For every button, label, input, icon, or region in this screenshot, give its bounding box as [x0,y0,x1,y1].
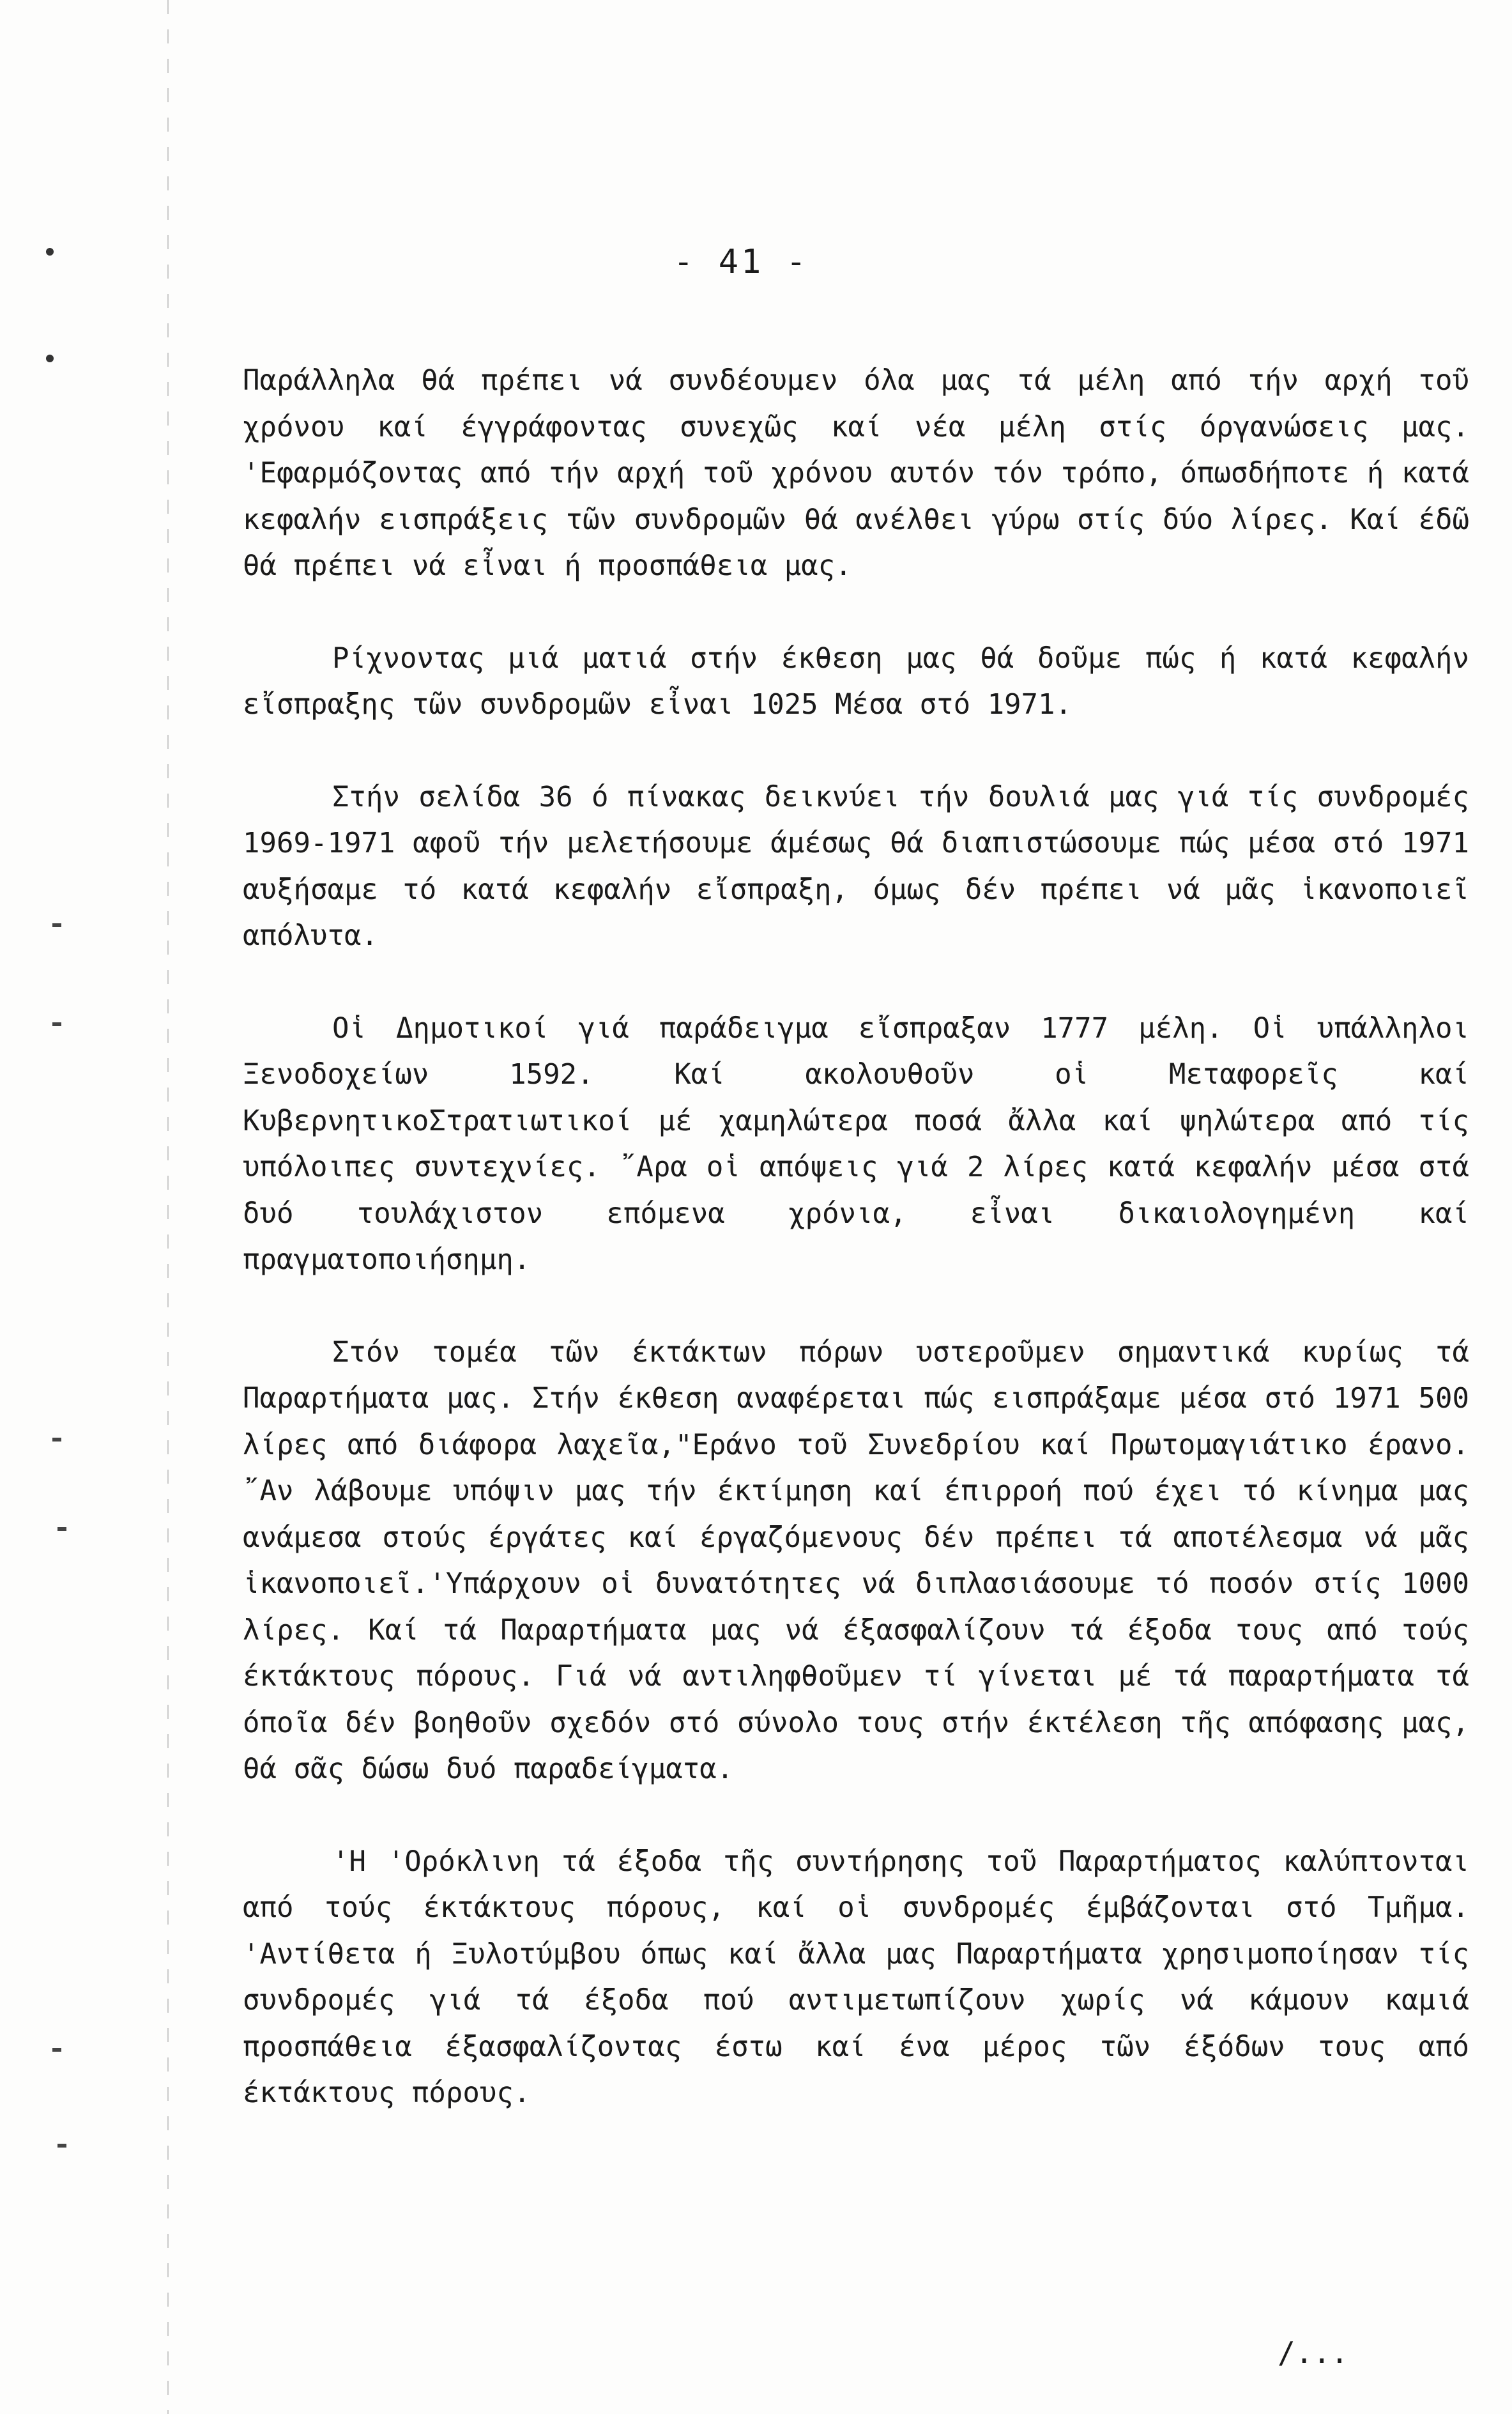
scan-margin-line [167,0,169,2414]
scan-speck [52,923,61,927]
scan-speck [52,2048,61,2052]
paragraph: Ρίχνοντας μιά ματιά στήν έκθεση μας θά δοῦμε πώς ή κατά κεφαλήν εἴσπραξης τῶν συνδρομῶν εἶναι 1025 Μέσα στό 1971. [243,642,1469,721]
scan-speck [46,248,54,256]
paragraph: Παράλληλα θά πρέπει νά συνδέουμεν όλα μας τά μέλη από τήν αρχή τοῦ χρόνου καί έγγράφοντας συνεχῶς καί νέα μέλη στίς όργανώσεις μας. 'Εφαρμόζοντας από τήν αρχή τοῦ χρόνου αυτόν τόν τρόπο, όπωσδήποτε ή κατά κεφαλήν εισπράξεις τῶν συνδρομῶν θά ανέλθει γύρω στίς δύο λίρες. Καί έδῶ θά πρέπει νά εἶναι ή προσπάθεια μας. [243,364,1469,582]
continuation-mark: /... [1278,2335,1348,2370]
scan-speck [46,355,54,362]
scan-speck [52,1022,61,1026]
paragraph: Στήν σελίδα 36 ό πίνακας δεικνύει τήν δουλιά μας γιά τίς συνδρομές 1969-1971 αφοῦ τήν μελετήσουμε άμέσως θά διαπιστώσουμε πώς μέσα στό 1971 αυξήσαμε τό κατά κεφαλήν εἴσπραξη, όμως δέν πρέπει νά μᾶς ἱκανοποιεῖ απόλυτα. [243,780,1469,952]
page-number: - 41 - [673,243,809,281]
paragraph: 'Η 'Ορόκλινη τά έξοδα τῆς συντήρησης τοῦ Παραρτήματος καλύπτονται από τούς έκτάκτους πόρους, καί οἱ συνδρομές έμβάζονται στό Τμῆμα. 'Αντίθετα ή Ξυλοτύμβου όπως καί ἄλλα μας Παραρτήματα χρησιμοποίησαν τίς συνδρομές γιά τά έξοδα πού αντιμετωπίζουν χωρίς νά κάμουν καμιά προσπάθεια έξασφαλίζοντας έστω καί ένα μέρος τῶν έξόδων τους από έκτάκτους πόρους. [243,1845,1469,2109]
scan-speck [57,1527,66,1531]
scan-speck [52,1438,61,1441]
paragraph: Στόν τομέα τῶν έκτάκτων πόρων υστεροῦμεν σημαντικά κυρίως τά Παραρτήματα μας. Στήν έκθεση αναφέρεται πώς εισπράξαμε μέσα στό 1971 500 λίρες από διάφορα λαχεῖα,"Εράνο τοῦ Συνεδρίου καί Πρωτομαγιάτικο έρανο. ῎Αν λάβουμε υπόψιν μας τήν έκτίμηση καί έπιρροή πού έχει τό κίνημα μας ανάμεσα στούς έργάτες καί έργαζόμενους δέν πρέπει τά αποτέλεσμα νά μᾶς ἱκανοποιεῖ.'Υπάρχουν οἱ δυνατότητες νά διπλασιάσουμε τό ποσόν στίς 1000 λίρες. Καί τά Παραρτήματα μας νά έξασφαλίζουν τά έξοδα τους από τούς έκτάκτους πόρους. Γιά νά αντιληφθοῦμεν τί γίνεται μέ τά παραρτήματα τά όποῖα δέν βοηθοῦν σχεδόν στό σύνολο τους στήν έκτέλεση τῆς απόφασης μας, θά σᾶς δώσω δυό παραδείγματα. [243,1335,1469,1785]
paragraph: Οἱ Δημοτικοί γιά παράδειγμα εἴσπραξαν 1777 μέλη. Οἱ υπάλληλοι Ξενοδοχείων 1592. Καί ακολουθοῦν οἱ Μεταφορεῖς καί ΚυβερνητικοΣτρατιωτικοί μέ χαμηλώτερα ποσά ἄλλα καί ψηλώτερα από τίς υπόλοιπες συντεχνίες. ῎Αρα οἱ απόψεις γιά 2 λίρες κατά κεφαλήν μέσα στά δυό τουλάχιστον επόμενα χρόνια, εἶναι δικαιολογημένη καί πραγματοποιήσημη. [243,1011,1469,1276]
body-text [243,358,1469,2163]
scan-speck [57,2144,66,2148]
